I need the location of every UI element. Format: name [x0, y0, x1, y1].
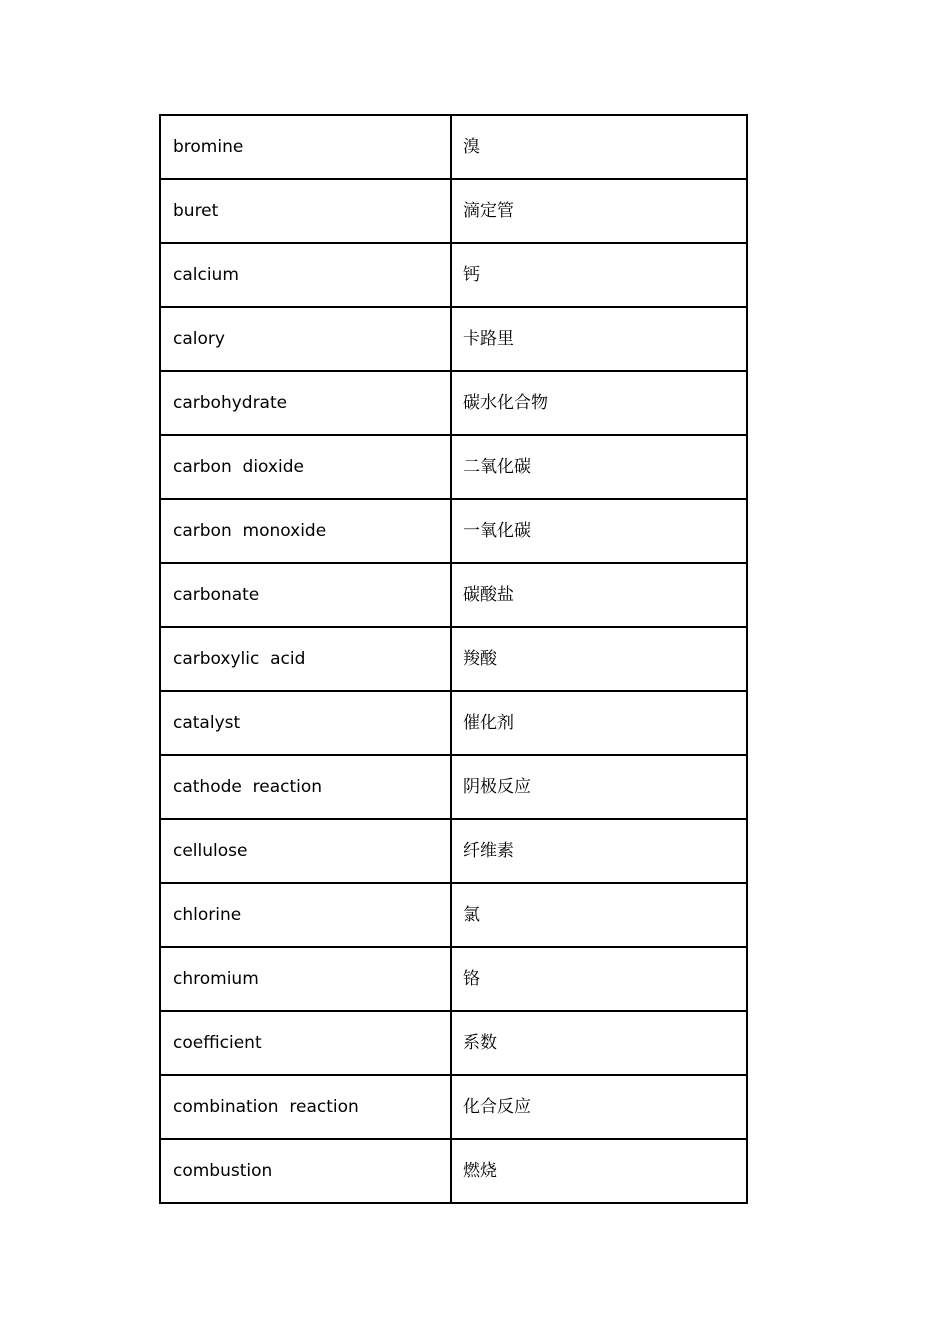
- chinese-term: 溴: [451, 115, 747, 179]
- english-term: bromine: [160, 115, 451, 179]
- table-row: [160, 1011, 747, 1075]
- english-term: coefficient: [160, 1011, 451, 1075]
- english-term: catalyst: [160, 691, 451, 755]
- english-term: buret: [160, 179, 451, 243]
- chinese-term: 一氧化碳: [451, 499, 747, 563]
- table-row: [160, 819, 747, 883]
- chinese-term: 碳水化合物: [451, 371, 747, 435]
- chinese-term: 滴定管: [451, 179, 747, 243]
- english-term: chromium: [160, 947, 451, 1011]
- english-term: carbon monoxide: [160, 499, 451, 563]
- table-row: [160, 243, 747, 307]
- english-term: calory: [160, 307, 451, 371]
- chinese-term: 化合反应: [451, 1075, 747, 1139]
- table-row: [160, 1139, 747, 1203]
- english-term: chlorine: [160, 883, 451, 947]
- english-term: calcium: [160, 243, 451, 307]
- english-term: combustion: [160, 1139, 451, 1203]
- chinese-term: 钙: [451, 243, 747, 307]
- table-row: [160, 947, 747, 1011]
- english-term: cellulose: [160, 819, 451, 883]
- chinese-term: 铬: [451, 947, 747, 1011]
- english-term: carbonate: [160, 563, 451, 627]
- table-row: [160, 883, 747, 947]
- english-term: cathode reaction: [160, 755, 451, 819]
- table-row: [160, 1075, 747, 1139]
- chinese-term: 碳酸盐: [451, 563, 747, 627]
- chinese-term: 氯: [451, 883, 747, 947]
- table-row: [160, 691, 747, 755]
- table-row: [160, 563, 747, 627]
- table-row: [160, 499, 747, 563]
- table-row: [160, 627, 747, 691]
- chinese-term: 系数: [451, 1011, 747, 1075]
- table-row: [160, 371, 747, 435]
- vocabulary-table-body: [160, 115, 747, 1203]
- chinese-term: 羧酸: [451, 627, 747, 691]
- english-term: combination reaction: [160, 1075, 451, 1139]
- chinese-term: 卡路里: [451, 307, 747, 371]
- english-term: carbon dioxide: [160, 435, 451, 499]
- table-row: [160, 755, 747, 819]
- english-term: carboxylic acid: [160, 627, 451, 691]
- english-term: carbohydrate: [160, 371, 451, 435]
- chinese-term: 催化剂: [451, 691, 747, 755]
- vocabulary-table: [159, 114, 748, 1204]
- chinese-term: 燃烧: [451, 1139, 747, 1203]
- chinese-term: 纤维素: [451, 819, 747, 883]
- table-row: [160, 179, 747, 243]
- table-row: [160, 115, 747, 179]
- table-row: [160, 307, 747, 371]
- chinese-term: 阴极反应: [451, 755, 747, 819]
- table-row: [160, 435, 747, 499]
- chinese-term: 二氧化碳: [451, 435, 747, 499]
